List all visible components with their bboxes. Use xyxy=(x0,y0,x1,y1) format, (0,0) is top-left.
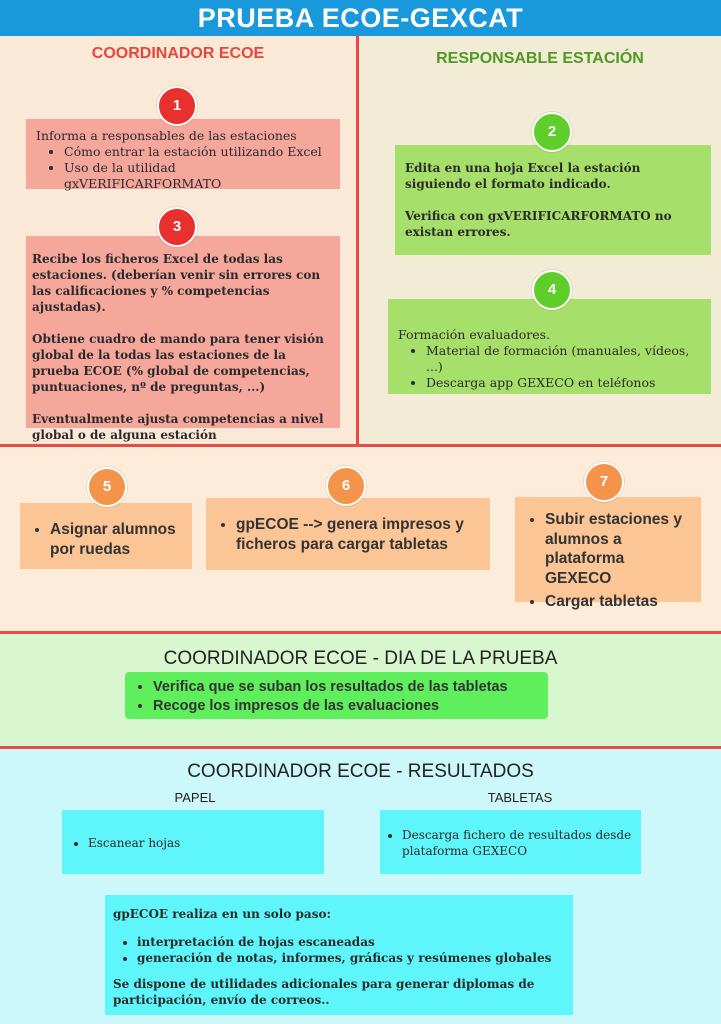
list-item: • gpECOE --> genera impresos y ficheros para cargar tabletas xyxy=(236,515,482,555)
list-item: • Descarga app GEXECO en teléfonos xyxy=(426,375,701,391)
step-7-box xyxy=(515,497,701,610)
step-1-list xyxy=(36,144,330,192)
summary-intro: gpECOE realiza en un solo paso: xyxy=(113,907,331,921)
step-5-badge: 5 xyxy=(87,467,127,507)
tablets-box xyxy=(380,810,641,874)
list-item: • interpretación de hojas escaneadas xyxy=(137,934,565,950)
step-5-list xyxy=(28,520,184,560)
column-divider xyxy=(356,36,359,444)
step-1-badge: 1 xyxy=(157,86,197,126)
test-day-list xyxy=(133,678,540,716)
list-item: • Asignar alumnos por ruedas xyxy=(50,520,184,560)
step-1-box xyxy=(26,119,340,189)
list-item: • Subir estaciones y alumnos a plataforma GEXECO xyxy=(545,510,693,588)
step-4-badge: 4 xyxy=(532,270,572,310)
list-item: • Material de formación (manuales, vídeos, ...) xyxy=(426,343,701,375)
tablets-list xyxy=(380,827,633,859)
step-1-intro: Informa a responsables de las estaciones xyxy=(36,128,297,143)
step-2-paragraph: Edita en una hoja Excel la estación siguiendo el formato indicado. xyxy=(405,161,641,191)
step-6-list xyxy=(214,515,482,555)
paper-heading: PAPEL xyxy=(174,790,216,805)
test-day-box xyxy=(125,672,548,719)
step-6-box xyxy=(206,498,490,570)
list-item: • Recoge los impresos de las evaluaciones xyxy=(153,697,540,716)
step-4-box xyxy=(388,299,711,394)
list-item: • Uso de la utilidad gxVERIFICARFORMATO xyxy=(64,160,330,192)
responsible-heading: RESPONSABLE ESTACIÓN xyxy=(436,50,644,67)
coordinator-heading: COORDINADOR ECOE xyxy=(91,45,265,62)
tablets-heading: TABLETAS xyxy=(487,790,553,805)
paper-list xyxy=(62,835,316,851)
step-2-paragraph: Verifica con gxVERIFICARFORMATO no existan errores. xyxy=(405,209,672,239)
list-item: • generación de notas, informes, gráficas y resúmenes globales xyxy=(137,950,565,966)
paper-box xyxy=(62,810,324,874)
step-2-box xyxy=(395,145,711,255)
test-day-title: COORDINADOR ECOE - DIA DE LA PRUEBA xyxy=(163,648,558,669)
summary-outro: Se dispone de utilidades adicionales para generar diplomas de participación, envío de correos.. xyxy=(113,977,535,1007)
list-item: • Escanear hojas xyxy=(88,835,316,851)
step-5-box xyxy=(20,503,192,569)
step-7-list xyxy=(523,510,693,612)
list-item: • Cargar tabletas xyxy=(545,592,693,612)
list-item: • Descarga fichero de resultados desde plataforma GEXECO xyxy=(402,827,633,859)
step-2-badge: 2 xyxy=(532,112,572,152)
list-item: • Cómo entrar la estación utilizando Excel xyxy=(64,144,330,160)
step-4-list xyxy=(398,343,701,391)
step-3-box xyxy=(26,236,340,442)
list-item: • Verifica que se suban los resultados de las tabletas xyxy=(153,678,540,697)
step-3-badge: 3 xyxy=(157,207,197,247)
results-title: COORDINADOR ECOE - RESULTADOS xyxy=(187,761,534,782)
summary-box xyxy=(105,895,573,1015)
step-6-badge: 6 xyxy=(326,466,366,506)
step-3-paragraph: Recibe los ficheros Excel de todas las estaciones. (deberían venir sin errores con las calificaciones y % competencias ajustadas). xyxy=(32,252,321,314)
step-3-paragraph: Obtiene cuadro de mando para tener visión global de la todas las estaciones de la prueba ECOE (% global de competencias, puntuaciones, nº de preguntas, ...) xyxy=(32,332,324,394)
step-3-paragraph: Eventualmente ajusta competencias a nivel global o de alguna estación xyxy=(32,412,324,442)
step-4-intro: Formación evaluadores. xyxy=(398,327,551,342)
page-title: PRUEBA ECOE-GEXCAT xyxy=(0,0,721,36)
summary-list xyxy=(113,934,565,966)
step-7-badge: 7 xyxy=(584,462,624,502)
